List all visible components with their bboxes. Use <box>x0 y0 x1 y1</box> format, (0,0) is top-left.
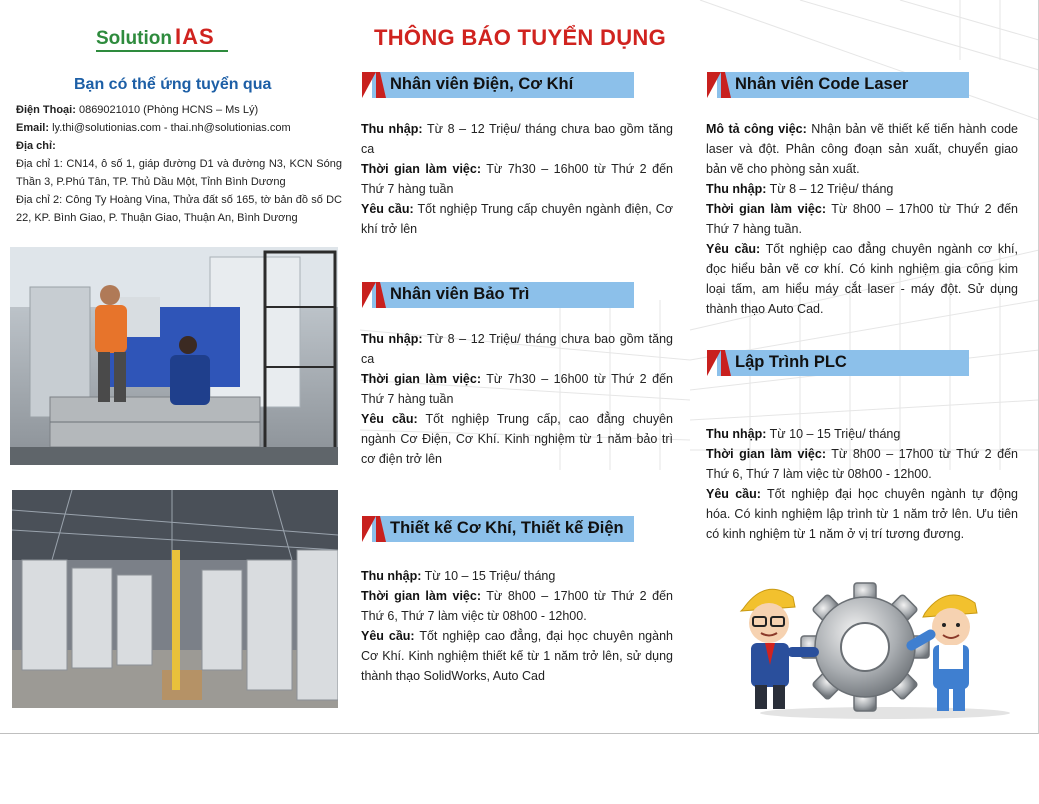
job-title-4: Nhân viên Code Laser <box>735 75 909 93</box>
job2-requirements <box>361 409 673 469</box>
hours-label: Thời gian làm việc: <box>361 162 481 176</box>
requirements-value: Tốt nghiệp cao đẳng chuyên ngành cơ khí, đọc hiểu bản vẽ cơ khí. Có kinh nghiệm gia công kim loại tấm, am hiểu máy cắt laser - máy đột. Sử dụng thành thạo Auto Cad. <box>706 242 1018 316</box>
job4-description <box>706 119 1018 179</box>
phone-line <box>16 101 342 119</box>
job-title-2: Nhân viên Bảo Trì <box>390 285 530 303</box>
job2-hours <box>361 369 673 409</box>
requirements-value: Tốt nghiệp cao đẳng, đại học chuyên ngành Cơ Khí. Kinh nghiệm thiết kế từ 1 năm trở lên, sử dụng thành thạo SolidWorks, Auto Cad <box>361 629 673 683</box>
hours-label: Thời gian làm việc: <box>706 202 826 216</box>
job-body-3 <box>361 566 673 686</box>
logo-underline <box>96 50 228 52</box>
phone-value: 0869021010 (Phòng HCNS – Ms Lý) <box>78 104 259 116</box>
job4-income <box>706 179 1018 199</box>
hours-value: Từ 8h00 – 17h00 từ Thứ 2 đến Thứ 7 hàng tuần. <box>706 202 1018 236</box>
job1-income <box>361 119 673 159</box>
hours-value: Từ 7h30 – 16h00 từ Thứ 2 đến Thứ 7 hàng tuần <box>361 372 673 406</box>
page-title: THÔNG BÁO TUYỂN DỤNG <box>374 25 666 50</box>
job-title-1: Nhân viên Điện, Cơ Khí <box>390 75 574 93</box>
job4-hours <box>706 199 1018 239</box>
income-value: Từ 8 – 12 Triệu/ tháng chưa bao gồm tăng ca <box>361 332 673 366</box>
requirements-value: Tốt nghiệp Trung cấp, cao đẳng chuyên ngành Cơ Điện, Cơ Khí. Kinh nghiệm từ 1 năm bảo trì cơ điện trở lên <box>361 412 673 466</box>
heading-flag <box>362 282 376 308</box>
job-body-2 <box>361 329 673 469</box>
income-value: Từ 8 – 12 Triệu/ tháng chưa bao gồm tăng ca <box>361 122 673 156</box>
requirements-label: Yêu cầu: <box>706 487 761 501</box>
hours-value: Từ 8h00 – 17h00 từ Thứ 2 đến Thứ 6, Thứ 7 làm việc từ 08h00 - 12h00. <box>706 447 1018 481</box>
email-line <box>16 119 342 137</box>
hours-label: Thời gian làm việc: <box>361 589 481 603</box>
job1-hours <box>361 159 673 199</box>
income-label: Thu nhập: <box>706 182 767 196</box>
job2-income <box>361 329 673 369</box>
workshop-photo <box>10 247 338 465</box>
gear-mascots-illustration <box>735 575 1025 720</box>
job3-hours <box>361 586 673 626</box>
job4-requirements <box>706 239 1018 319</box>
factory-photo <box>12 490 338 708</box>
job-heading-2 <box>362 282 634 308</box>
logo-ias-text: IAS <box>174 24 215 49</box>
requirements-label: Yêu cầu: <box>361 629 415 643</box>
income-label: Thu nhập: <box>361 122 423 136</box>
address-label: Địa chỉ: <box>16 140 56 152</box>
income-value: Từ 10 – 15 Triệu/ tháng <box>766 427 901 441</box>
requirements-label: Yêu cầu: <box>706 242 761 256</box>
income-value: Từ 8 – 12 Triệu/ tháng <box>766 182 894 196</box>
heading-flag <box>707 350 721 376</box>
hours-label: Thời gian làm việc: <box>706 447 826 461</box>
apply-heading: Bạn có thể ứng tuyển qua <box>74 76 272 93</box>
address-2: Địa chỉ 2: Công Ty Hoàng Vina, Thửa đất số 165, tờ bản đồ số DC 22, KP. Bình Giao, P. Thuận Giao, Thuận An, Bình Dương <box>16 194 342 224</box>
contact-info <box>16 101 342 227</box>
hours-label: Thời gian làm việc: <box>361 372 481 386</box>
description-label: Mô tả công việc: <box>706 122 807 136</box>
income-value: Từ 10 – 15 Triệu/ tháng <box>421 569 556 583</box>
job-title-3: Thiết kế Cơ Khí, Thiết kế Điện <box>390 519 624 537</box>
requirements-value: Tốt nghiệp đại học chuyên ngành tự động hóa. Có kinh nghiệm lập trình từ 1 năm trở lên. Ưu tiên có kinh nghiệm từ 1 năm ở vị trí tương đương. <box>706 487 1018 541</box>
address-1: Địa chỉ 1: CN14, ô số 1, giáp đường D1 và đường N3, KCN Sóng Thần 3, P.Phú Tân, TP. Thủ Dầu Một, Tỉnh Bình Dương <box>16 158 342 188</box>
requirements-value: Tốt nghiệp Trung cấp chuyên ngành điện, Cơ khí trở lên <box>361 202 673 236</box>
description-value: Nhận bản vẽ thiết kế tiến hành code laser và đột. Phân công đoạn sản xuất, chuyển giao bản vẽ cho phòng sản xuất. <box>706 122 1018 176</box>
job3-requirements <box>361 626 673 686</box>
requirements-label: Yêu cầu: <box>361 202 414 216</box>
logo-solution-text: Solution <box>96 28 172 49</box>
income-label: Thu nhập: <box>706 427 767 441</box>
income-label: Thu nhập: <box>361 332 423 346</box>
job3-income <box>361 566 673 586</box>
job5-hours <box>706 444 1018 484</box>
company-logo <box>96 24 228 52</box>
heading-flag <box>362 72 376 98</box>
job5-income <box>706 424 1018 444</box>
left-worker-mascot <box>741 589 819 709</box>
email-label: Email: <box>16 122 50 134</box>
hours-value: Từ 7h30 – 16h00 từ Thứ 2 đến Thứ 7 hàng tuần <box>361 162 673 196</box>
job-body-5 <box>706 424 1018 544</box>
job-heading-1 <box>362 72 634 98</box>
job-heading-5 <box>707 350 969 376</box>
requirements-label: Yêu cầu: <box>361 412 418 426</box>
job-title-5: Lập Trình PLC <box>735 353 847 371</box>
job-heading-4 <box>707 72 969 98</box>
email-value: ly.thi@solutionias.com - thai.nh@solutionias.com <box>52 122 291 134</box>
heading-flag <box>707 72 721 98</box>
phone-label: Điện Thoại: <box>16 104 76 116</box>
job1-requirements <box>361 199 673 239</box>
job-heading-3 <box>362 516 634 542</box>
hours-value: Từ 8h00 – 17h00 từ Thứ 2 đến Thứ 6, Thứ 7 làm việc từ 08h00 - 12h00. <box>361 589 673 623</box>
income-label: Thu nhập: <box>361 569 422 583</box>
job-body-1 <box>361 119 673 239</box>
job-body-4 <box>706 119 1018 319</box>
job5-requirements <box>706 484 1018 544</box>
heading-flag <box>362 516 376 542</box>
